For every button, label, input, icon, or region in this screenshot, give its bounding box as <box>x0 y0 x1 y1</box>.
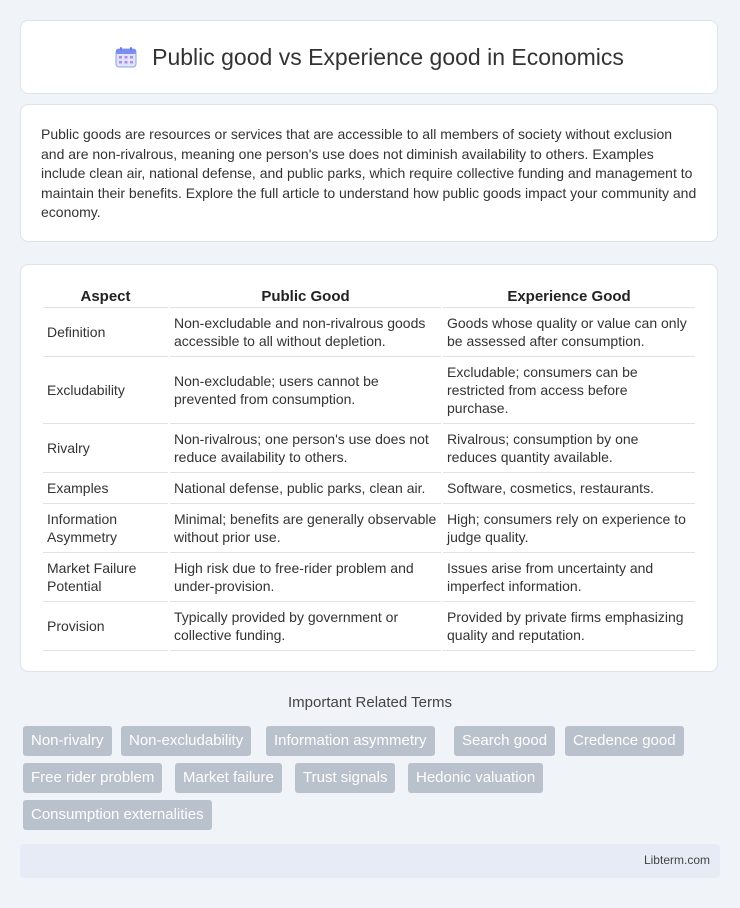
table-row <box>43 602 695 651</box>
footer-site-link[interactable]: Libterm.com <box>643 853 710 867</box>
experience-good-cell: Rivalrous; consumption by one reduces quantity available. <box>443 424 695 473</box>
table-row <box>43 424 695 473</box>
tag-market-failure[interactable]: Market failure <box>175 763 282 793</box>
tag-non-rivalry[interactable]: Non-rivalry <box>23 726 112 756</box>
header-public-good: Public Good <box>170 285 441 308</box>
tag-hedonic-valuation[interactable]: Hedonic valuation <box>408 763 543 793</box>
tag-trust-signals[interactable]: Trust signals <box>295 763 395 793</box>
aspect-cell: Examples <box>43 473 168 504</box>
experience-good-cell: Issues arise from uncertainty and imperfect information. <box>443 553 695 602</box>
related-terms-title: Important Related Terms <box>288 694 452 711</box>
tag-non-excludability[interactable]: Non-excludability <box>121 726 251 756</box>
intro-text: Public goods are resources or services that are accessible to all members of society without exclusion and are non-rivalrous, meaning one person's use does not diminish availability to others. Examples include clean air, national defense, and public parks, which require collective funding and management to maintain their benefits. Explore the full article to understand how public goods impact your community and economy. <box>41 126 697 220</box>
table-row <box>43 357 695 424</box>
aspect-cell: Information Asymmetry <box>43 504 168 553</box>
table-header-row <box>43 285 695 308</box>
title-card <box>20 20 718 94</box>
intro-card <box>20 104 718 242</box>
table-row <box>43 553 695 602</box>
tag-consumption-externalities[interactable]: Consumption externalities <box>23 800 212 830</box>
public-good-cell: Non-excludable and non-rivalrous goods accessible to all without depletion. <box>170 308 441 357</box>
experience-good-cell: Software, cosmetics, restaurants. <box>443 473 695 504</box>
comparison-card <box>20 264 718 672</box>
table-row <box>43 308 695 357</box>
experience-good-cell: Excludable; consumers can be restricted from access before purchase. <box>443 357 695 424</box>
aspect-cell: Definition <box>43 308 168 357</box>
public-good-cell: Typically provided by government or collective funding. <box>170 602 441 651</box>
public-good-cell: National defense, public parks, clean air. <box>170 473 441 504</box>
aspect-cell: Provision <box>43 602 168 651</box>
tag-credence-good[interactable]: Credence good <box>565 726 684 756</box>
tag-free-rider-problem[interactable]: Free rider problem <box>23 763 162 793</box>
header-aspect: Aspect <box>43 285 168 308</box>
tag-information-asymmetry[interactable]: Information asymmetry <box>266 726 435 756</box>
aspect-cell: Market Failure Potential <box>43 553 168 602</box>
table-row <box>43 473 695 504</box>
tag-search-good[interactable]: Search good <box>454 726 555 756</box>
comparison-table <box>41 285 697 651</box>
experience-good-cell: Goods whose quality or value can only be assessed after consumption. <box>443 308 695 357</box>
table-row <box>43 504 695 553</box>
public-good-cell: Non-excludable; users cannot be prevented from consumption. <box>170 357 441 424</box>
public-good-cell: Minimal; benefits are generally observable without prior use. <box>170 504 441 553</box>
experience-good-cell: High; consumers rely on experience to judge quality. <box>443 504 695 553</box>
calendar-icon <box>114 45 138 69</box>
header-experience-good: Experience Good <box>443 285 695 308</box>
aspect-cell: Rivalry <box>43 424 168 473</box>
page-title: Public good vs Experience good in Economics <box>152 43 624 70</box>
public-good-cell: High risk due to free-rider problem and under-provision. <box>170 553 441 602</box>
aspect-cell: Excludability <box>43 357 168 424</box>
public-good-cell: Non-rivalrous; one person's use does not reduce availability to others. <box>170 424 441 473</box>
experience-good-cell: Provided by private firms emphasizing quality and reputation. <box>443 602 695 651</box>
footer <box>20 844 720 878</box>
